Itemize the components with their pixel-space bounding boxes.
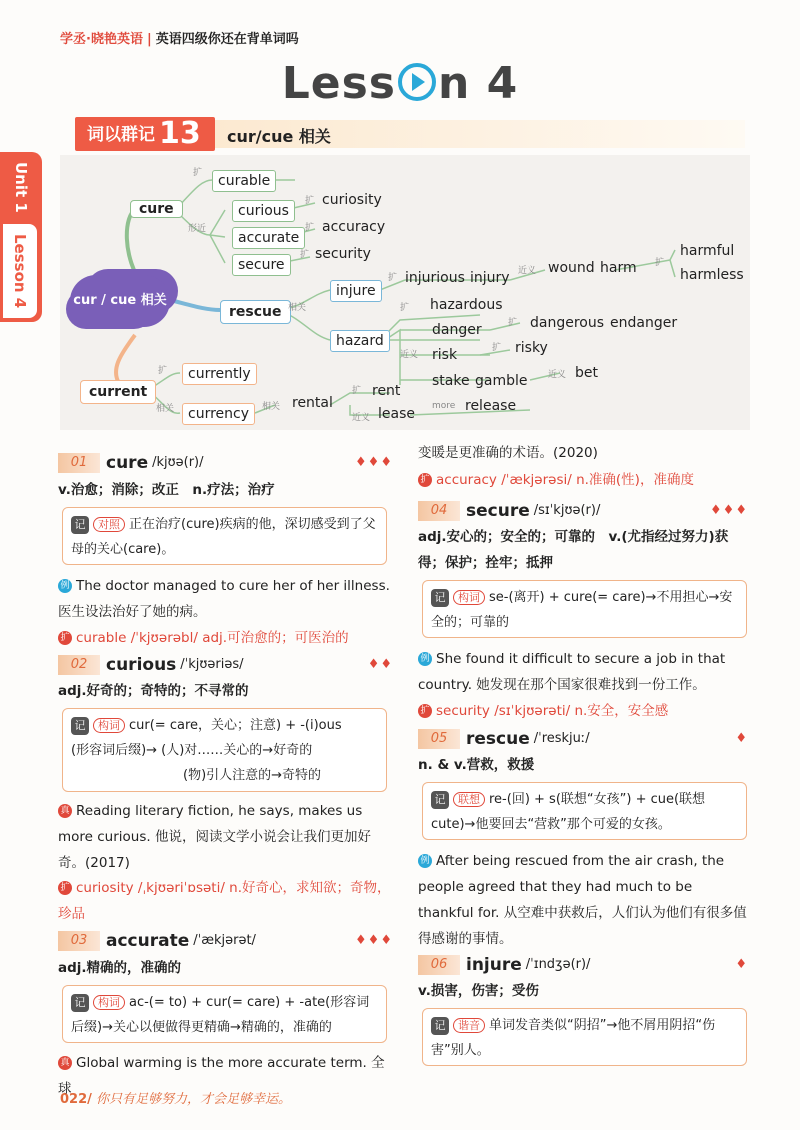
section-bar <box>75 116 745 151</box>
entry-curious: 02 curious /ˈkjʊəriəs/ ♦♦ <box>58 652 393 674</box>
entry-rescue: 05 rescue /ˈreskjuː/ ♦ <box>418 726 748 748</box>
node-lease: lease <box>378 406 415 422</box>
play-icon[interactable] <box>398 63 436 101</box>
memo-icon: 记 <box>71 717 89 735</box>
example-secure: 例 She found it difficult to secure a job in that country. 她发现在那个国家很难找到一份工作。 <box>418 651 726 693</box>
node-rescue: rescue <box>220 300 291 324</box>
example-curious: 真 Reading literary fiction, he says, makes us more curious. 他说，阅读文学小说会让我们更加好奇。(2017) <box>58 803 371 871</box>
example-rescue: 例 After being rescued from the air crash, the people agreed that they had much to be thankful for. 从空难中获救后，人们认为他们有很多值得感谢的事情。 <box>418 853 747 947</box>
node-gamble: gamble <box>475 373 528 389</box>
right-column <box>418 440 753 1080</box>
footer-motto: 你只有足够努力，才会足够幸运。 <box>96 1092 292 1107</box>
node-curiosity: curiosity <box>322 192 382 208</box>
unit-tab <box>0 152 42 322</box>
entry-secure: 04 secure /sɪˈkjʊə(r)/ ♦♦♦ <box>418 498 748 520</box>
node-harmful: harmful <box>680 243 735 259</box>
entry-accurate: 03 accurate /ˈækjərət/ ♦♦♦ <box>58 928 393 950</box>
extend-icon: 扩 <box>58 631 72 645</box>
derivative-curiosity: 扩 curiosity /ˌkjʊəriˈɒsəti/ n.好奇心，求知欲；奇物，珍品 <box>58 880 391 922</box>
example-cure: 例 The doctor managed to cure her of her illness. 医生设法治好了她的病。 <box>58 578 390 620</box>
page-title: Less n 4 <box>281 58 519 109</box>
star-icon: ♦ <box>735 957 748 972</box>
section-topic: cur/cue 相关 <box>227 127 331 146</box>
memo-icon: 记 <box>71 994 89 1012</box>
example-icon: 例 <box>58 579 72 593</box>
node-currency: currency <box>182 403 255 425</box>
node-injurious: injurious <box>405 270 465 286</box>
star-icon: ♦♦♦ <box>355 455 393 470</box>
memo-icon: 记 <box>431 589 449 607</box>
node-harm: harm <box>600 260 637 276</box>
example-icon: 例 <box>418 652 432 666</box>
mind-map: cur / cue 相关 cure 扩 curable 形近 curious 扩 curiosity accurate 扩 accuracy secure 扩 security rescue 相关 injure 扩 injurious injury 近义 wound harm 扩 harmful harmless hazard 扩 hazardous 近义 danger 扩 dangerous endanger risk 扩 risky stake gamble 近义 bet current 扩 currently 相关 currency 相关 rental 扩 rent 近义 lease more release <box>60 155 750 430</box>
node-endanger: endanger <box>610 315 678 331</box>
tip-injure: 记 谐音 单词发音类似“阴招”→他不屑用阴招“伤害”别人。 <box>422 1008 747 1066</box>
book-title: 英语四级你还在背单词吗 <box>155 32 299 47</box>
tip-curious: 记 构词 cur(= care，关心；注意) + -(i)ous (形容词后缀)→ (人)对……关心的→好奇的 (物)引人注意的→奇特的 <box>62 708 387 792</box>
node-injury: injury <box>470 270 510 286</box>
tip-accurate: 记 构词 ac-(= to) + cur(= care) + -ate(形容词后缀)→关心以便做得更精确→精确的，准确的 <box>62 985 387 1043</box>
derivative-accuracy: 扩 accuracy /ˈækjərəsi/ n.准确(性)，准确度 <box>418 467 694 493</box>
node-curious: curious <box>232 200 295 222</box>
node-rental: rental <box>292 395 333 411</box>
tip-cure: 记 对照 正在治疗(cure)疾病的他，深切感受到了父母的关心(care)。 <box>62 507 387 565</box>
node-secure: secure <box>232 254 291 276</box>
memo-icon: 记 <box>431 791 449 809</box>
star-icon: ♦ <box>735 731 748 746</box>
entry-injure: 06 injure /ˈɪndʒə(r)/ ♦ <box>418 952 748 974</box>
def-injure: v.损害，伤害；受伤 <box>418 983 539 999</box>
example-accurate: 真 Global warming is the more accurate term. 全球 <box>58 1055 385 1097</box>
node-hazardous: hazardous <box>430 297 503 313</box>
example-icon: 例 <box>418 854 432 868</box>
node-cure: cure <box>130 200 183 218</box>
tip-rescue: 记 联想 re-(回) + s(联想“女孩”) + cue(联想cute)→他要回去“营救”那个可爱的女孩。 <box>422 782 747 840</box>
node-risky: risky <box>515 340 548 356</box>
node-curable: curable <box>212 170 276 192</box>
node-danger: danger <box>432 322 482 338</box>
star-icon: ♦♦ <box>367 657 393 672</box>
exam-icon: 真 <box>58 804 72 818</box>
memo-icon: 记 <box>431 1017 449 1035</box>
node-injure: injure <box>330 280 382 302</box>
node-rent: rent <box>372 383 401 399</box>
node-hazard: hazard <box>330 330 390 352</box>
tip-secure: 记 构词 se-(离开) + cure(= care)→不用担心→安全的；可靠的 <box>422 580 747 638</box>
node-current: current <box>80 380 156 404</box>
mind-map-center: cur / cue 相关 <box>70 275 170 327</box>
node-wound: wound <box>548 260 595 276</box>
def-secure: adj.安心的；安全的；可靠的 v.(尤指经过努力)获得；保护；拴牢；抵押 <box>418 529 729 571</box>
node-currently: currently <box>182 363 257 385</box>
extend-icon: 扩 <box>418 473 432 487</box>
star-icon: ♦♦♦ <box>710 503 748 518</box>
brand: 学丞·晓艳英语 <box>60 32 143 47</box>
node-risk: risk <box>432 347 458 363</box>
node-release: release <box>465 398 517 414</box>
node-security: security <box>315 246 371 262</box>
page-number: 022 <box>60 1092 88 1107</box>
def-cure: v.治愈；消除；改正 n.疗法；治疗 <box>58 482 275 498</box>
derivative-curable: 扩 curable /ˈkjʊərəbl/ adj.可治愈的；可医治的 <box>58 625 349 651</box>
left-column <box>58 450 393 1097</box>
page-footer: 022/ 你只有足够努力，才会足够幸运。 <box>60 1092 292 1107</box>
example-continued: 变暖是更准确的术语。(2020) <box>418 445 598 461</box>
unit-label: Unit 1 <box>12 161 30 213</box>
extend-icon: 扩 <box>418 704 432 718</box>
memo-icon: 记 <box>71 516 89 534</box>
node-harmless: harmless <box>680 267 744 283</box>
node-dangerous: dangerous <box>530 315 605 331</box>
running-header: 学丞·晓艳英语 | 英语四级你还在背单词吗 <box>60 32 299 47</box>
exam-icon: 真 <box>58 1056 72 1070</box>
node-accurate: accurate <box>232 227 305 249</box>
node-stake: stake <box>432 373 470 389</box>
def-rescue: n. & v.营救，救援 <box>418 757 535 773</box>
node-accuracy: accuracy <box>322 219 386 235</box>
def-accurate: adj.精确的，准确的 <box>58 960 182 976</box>
section-tag: 词以群记 13 <box>75 117 215 151</box>
node-bet: bet <box>575 365 598 381</box>
extend-icon: 扩 <box>58 881 72 895</box>
lesson-label: Lesson 4 <box>3 224 37 318</box>
derivative-security: 扩 security /sɪˈkjʊərəti/ n.安全，安全感 <box>418 698 668 724</box>
entry-cure: 01 cure /kjʊə(r)/ ♦♦♦ <box>58 450 393 472</box>
star-icon: ♦♦♦ <box>355 933 393 948</box>
def-curious: adj.好奇的；奇特的；不寻常的 <box>58 683 249 699</box>
